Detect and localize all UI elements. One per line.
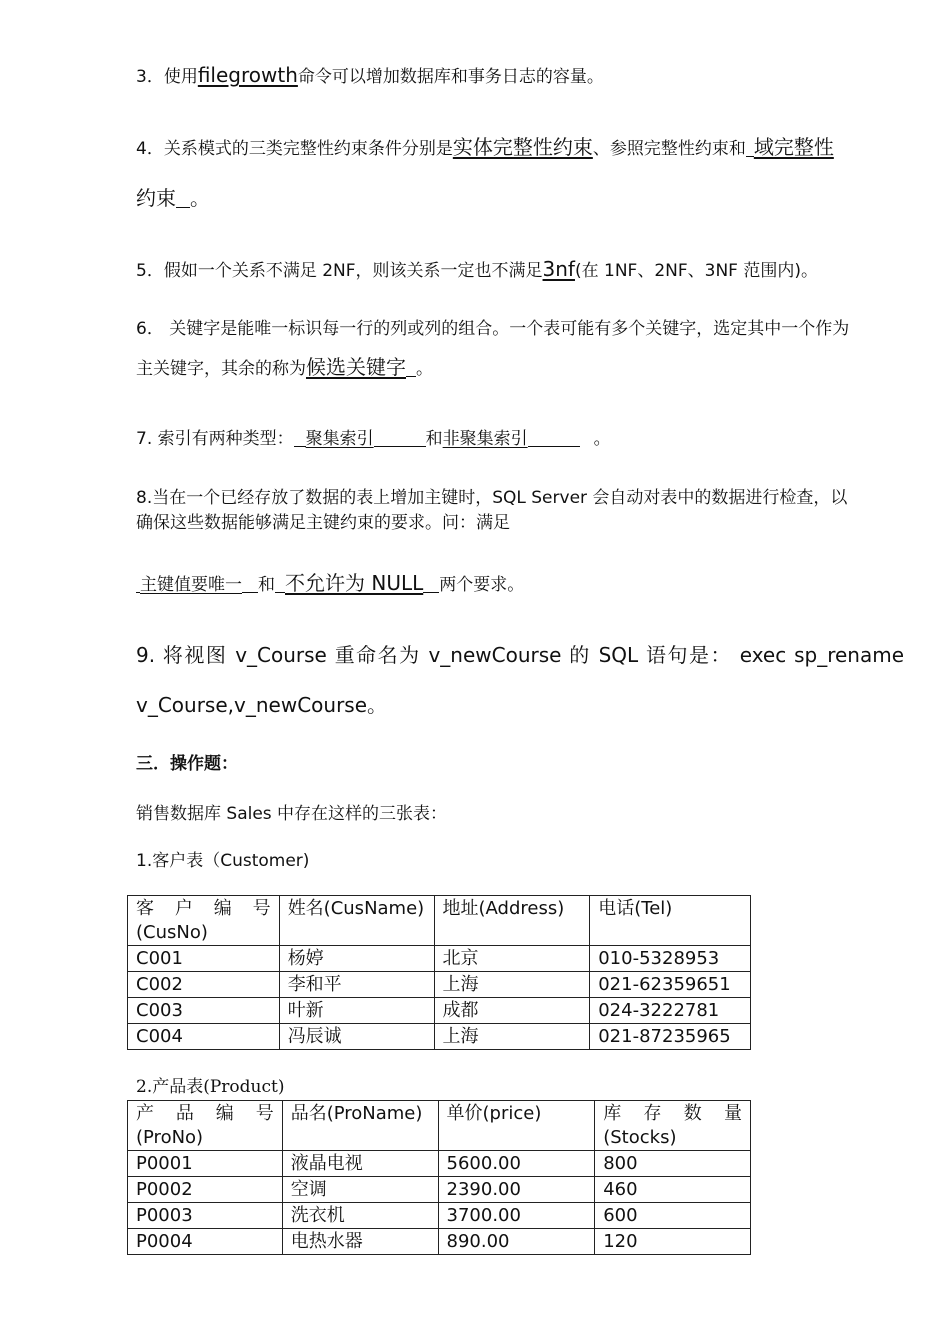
q8-answer-1: 唯一 (208, 575, 242, 595)
table-cell: P0003 (128, 1203, 283, 1229)
table-cell: 010-5328953 (590, 946, 751, 972)
q4-answer-2b: 约束 (136, 186, 176, 210)
q7-prefix: 7. 索引有两种类型： (136, 429, 294, 449)
product-table (127, 1100, 751, 1255)
q7-answer-1: 聚集索引 (305, 429, 374, 449)
table-header-cell: 姓名(CusName) (279, 896, 434, 946)
q6-suffix: 。 (416, 359, 433, 379)
table-cell: P0004 (128, 1229, 283, 1255)
table-cell: 021-87235965 (590, 1024, 751, 1050)
table-header-cell: 客户编号 (CusNo) (128, 896, 280, 946)
customer-table (127, 895, 751, 1050)
question-5 (136, 258, 818, 282)
q8-answer-2: 不允许为 NULL (285, 571, 424, 595)
table-cell: 叶新 (279, 998, 434, 1024)
table-cell: C004 (128, 1024, 280, 1050)
table-cell: 460 (595, 1177, 751, 1203)
question-4 (136, 136, 834, 160)
table-row (128, 1024, 751, 1050)
q8-line2: 确保这些数据能够满足主键约束的要求。问：满足 (136, 513, 510, 533)
table-header-cell: 地址(Address) (434, 896, 590, 946)
table-header-cell: 单价(price) (438, 1101, 595, 1151)
table-row (128, 972, 751, 998)
product-table-caption: 2.产品表(Product) (136, 1077, 285, 1097)
table-cell: 液晶电视 (282, 1151, 438, 1177)
table-header-row (128, 1101, 751, 1151)
table-header-cell: 产品编号 (ProNo) (128, 1101, 283, 1151)
section-3-intro: 销售数据库 Sales 中存在这样的三张表： (136, 804, 448, 824)
q6-answer: 候选关键字 (306, 355, 406, 379)
table-cell: 600 (595, 1203, 751, 1229)
q3-answer: filegrowth (197, 63, 298, 87)
table-cell: C001 (128, 946, 280, 972)
question-3 (136, 64, 604, 88)
table-cell: 3700.00 (438, 1203, 595, 1229)
table-cell: 024-3222781 (590, 998, 751, 1024)
table-cell: C003 (128, 998, 280, 1024)
table-cell: P0002 (128, 1177, 283, 1203)
table-header-cell: 品名(ProName) (282, 1101, 438, 1151)
table-cell: 上海 (434, 1024, 590, 1050)
q4-suffix: 。 (190, 186, 210, 210)
q3-prefix: 3．使用 (136, 67, 198, 87)
table-cell: 021-62359651 (590, 972, 751, 998)
q5-prefix: 5．假如一个关系不满足 2NF，则该关系一定也不满足 (136, 261, 543, 281)
q4-answer-2a: 域完整性 (753, 135, 834, 159)
section-3-title: 三．操作题： (136, 754, 238, 774)
q8-line1: 8.当在一个已经存放了数据的表上增加主键时，SQL Server 会自动对表中的数据进行检查，以 (136, 488, 848, 508)
question-7 (136, 428, 611, 450)
q8-middle: 和 (258, 575, 275, 595)
question-8-cont (136, 512, 510, 534)
table-cell: 上海 (434, 972, 590, 998)
question-8-answer (136, 572, 524, 596)
q7-suffix: 。 (593, 429, 611, 449)
question-9 (136, 644, 904, 666)
table-row (128, 1229, 751, 1255)
table-cell: 5600.00 (438, 1151, 595, 1177)
q7-answer-2: 非聚集索引 (442, 429, 528, 449)
table-row (128, 1203, 751, 1229)
q9-line2: v_Course,v_newCourse。 (136, 693, 388, 717)
customer-table-caption: 1.客户表（Customer) (136, 851, 310, 871)
question-8 (136, 487, 847, 509)
table-header-row (128, 896, 751, 946)
table-row (128, 998, 751, 1024)
table-row (128, 946, 751, 972)
table-cell: 北京 (434, 946, 590, 972)
question-4-cont (136, 187, 210, 209)
q6-line1: 6． 关键字是能唯一标识每一行的列或列的组合。一个表可能有多个关键字，选定其中一个作为 (136, 319, 850, 339)
q9-line1: 9. 将视图 v_Course 重命名为 v_newCourse 的 SQL 语句是： exec sp_rename (136, 643, 904, 667)
q3-suffix: 命令可以增加数据库和事务日志的容量。 (297, 67, 604, 87)
table-cell: 李和平 (279, 972, 434, 998)
table-header-cell: 电话(Tel) (590, 896, 751, 946)
question-6-cont (136, 356, 433, 380)
table-cell: 120 (595, 1229, 751, 1255)
table-cell: 800 (595, 1151, 751, 1177)
table-cell: 电热水器 (282, 1229, 438, 1255)
q7-middle: 和 (425, 429, 443, 449)
q4-answer-1: 实体完整性约束 (452, 135, 593, 159)
q5-answer: 3nf (542, 257, 575, 281)
table-cell: 成都 (434, 998, 590, 1024)
q5-suffix: (在 1NF、2NF、3NF 范围内)。 (574, 261, 818, 281)
table-row (128, 1177, 751, 1203)
q4-prefix: 4．关系模式的三类完整性约束条件分别是 (136, 139, 453, 159)
table-cell: 洗衣机 (282, 1203, 438, 1229)
table-cell: P0001 (128, 1151, 283, 1177)
question-6 (136, 318, 849, 340)
q6-prefix: 主关键字，其余的称为 (136, 359, 306, 379)
question-9-cont (136, 694, 387, 716)
q8-suffix: 两个要求。 (439, 575, 525, 595)
table-header-cell: 库存数量 (Stocks) (595, 1101, 751, 1151)
table-cell: 2390.00 (438, 1177, 595, 1203)
table-cell: 890.00 (438, 1229, 595, 1255)
q8-answer-prefix: 主键值要 (140, 575, 208, 595)
table-cell: 杨婷 (279, 946, 434, 972)
table-cell: C002 (128, 972, 280, 998)
table-row (128, 1151, 751, 1177)
q4-middle: 、参照完整性约束和 (592, 139, 746, 159)
table-cell: 冯辰诚 (279, 1024, 434, 1050)
table-cell: 空调 (282, 1177, 438, 1203)
